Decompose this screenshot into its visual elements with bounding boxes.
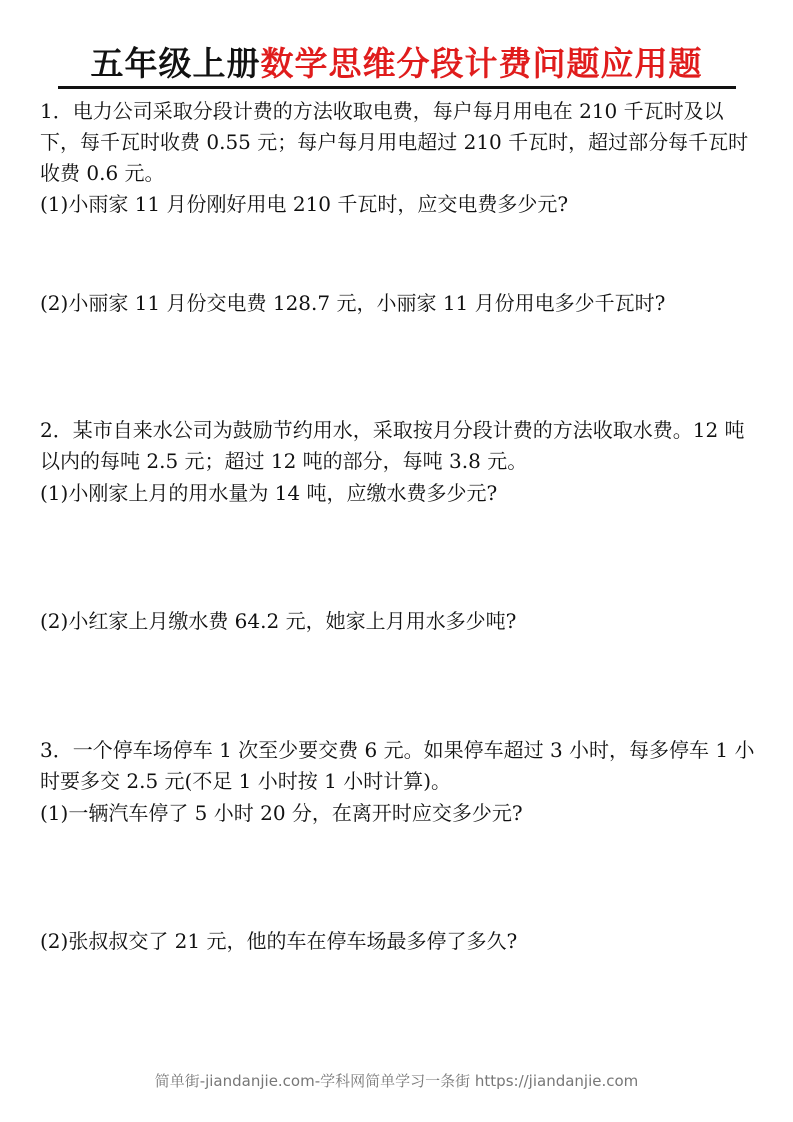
- problem-3-intro: 3．一个停车场停车 1 次至少要交费 6 元。如果停车超过 3 小时，每多停车 1 小时要多交 2.5 元(不足 1 小时按 1 小时计算)。: [40, 738, 755, 793]
- problem-1-question-1: (1)小雨家 11 月份刚好用电 210 千瓦时，应交电费多少元?: [40, 192, 569, 216]
- title-underline: [58, 86, 736, 89]
- problem-1-question-2: (2)小丽家 11 月份交电费 128.7 元，小丽家 11 月份用电多少千瓦时?: [40, 291, 666, 315]
- problem-2-intro: 2．某市自来水公司为鼓励节约用水，采取按月分段计费的方法收取水费。12 吨以内的每吨 2.5 元；超过 12 吨的部分，每吨 3.8 元。: [40, 418, 745, 473]
- problem-2-question-1: (1)小刚家上月的用水量为 14 吨，应缴水费多少元?: [40, 481, 498, 505]
- title-grade: 五年级上册: [90, 44, 261, 83]
- problem-1-intro: 1．电力公司采取分段计费的方法收取电费，每户每月用电在 210 千瓦时及以下，每千瓦时收费 0.55 元；每户每月用电超过 210 千瓦时，超过部分每千瓦时收费 0.6 元。: [40, 99, 749, 185]
- problem-3-question-1: (1)一辆汽车停了 5 小时 20 分，在离开时应交多少元?: [40, 801, 523, 825]
- title-topic: 数学思维分段计费问题应用题: [260, 44, 703, 83]
- problem-3-question-2: (2)张叔叔交了 21 元，他的车在停车场最多停了多久?: [40, 929, 518, 953]
- page-title: [0, 42, 793, 86]
- page-footer: 简单街-jiandanjie.com-学科网简单学习一条街 https://jiandanjie.com: [154, 1072, 639, 1090]
- problem-2-question-2: (2)小红家上月缴水费 64.2 元，她家上月用水多少吨?: [40, 609, 517, 633]
